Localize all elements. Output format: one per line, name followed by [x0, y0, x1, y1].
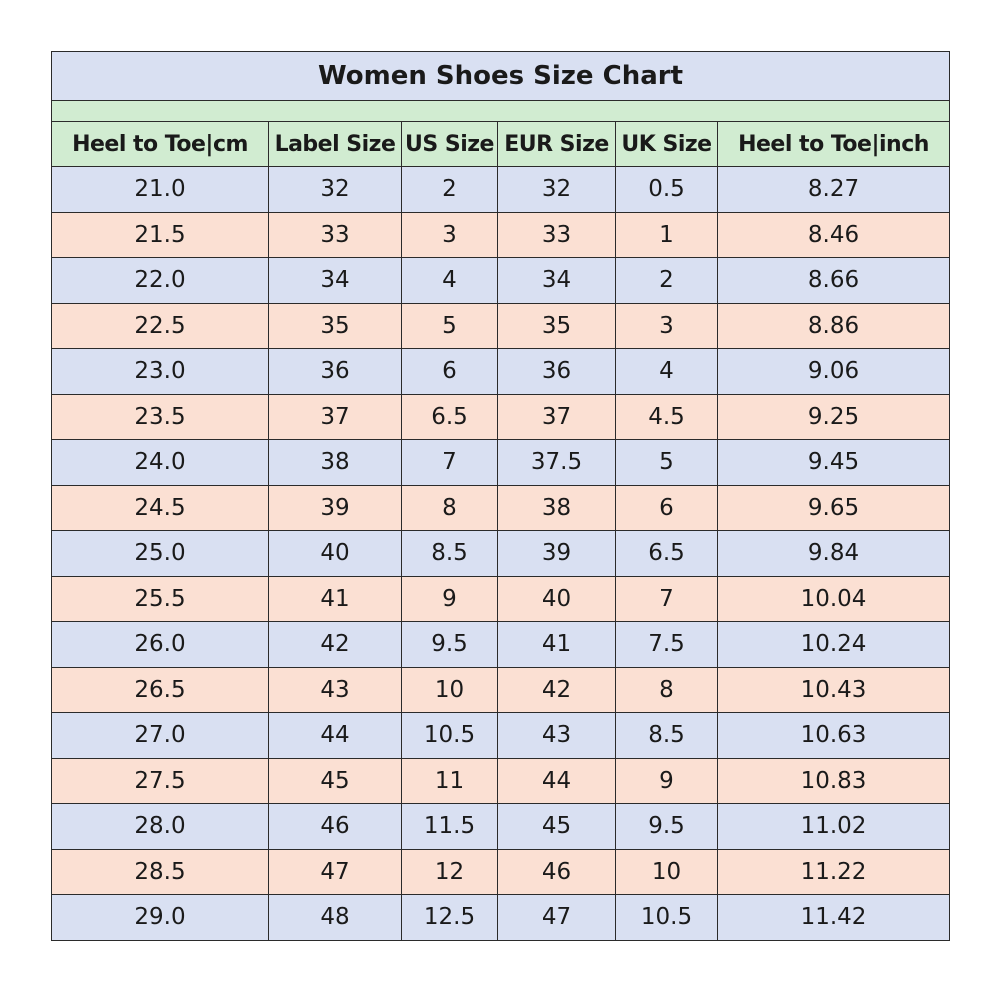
cell-us-size: 5 — [402, 303, 498, 349]
cell-uk-size: 10 — [616, 849, 718, 895]
cell-eur-size: 41 — [498, 622, 616, 668]
cell-us-size: 11 — [402, 758, 498, 804]
cell-label-size: 33 — [269, 212, 402, 258]
cell-uk-size: 3 — [616, 303, 718, 349]
spacer-cell — [52, 101, 950, 122]
cell-uk-size: 8.5 — [616, 713, 718, 759]
cell-us-size: 7 — [402, 440, 498, 486]
table-row — [52, 713, 950, 759]
cell-heel-to-toe-inch: 9.84 — [718, 531, 950, 577]
cell-heel-to-toe-inch: 8.86 — [718, 303, 950, 349]
cell-eur-size: 44 — [498, 758, 616, 804]
cell-us-size: 11.5 — [402, 804, 498, 850]
cell-uk-size: 0.5 — [616, 167, 718, 213]
cell-us-size: 10.5 — [402, 713, 498, 759]
size-chart-table — [51, 51, 950, 941]
table-title: Women Shoes Size Chart — [52, 52, 950, 101]
cell-label-size: 34 — [269, 258, 402, 304]
cell-uk-size: 7 — [616, 576, 718, 622]
cell-heel-to-toe-inch: 8.27 — [718, 167, 950, 213]
cell-us-size: 6 — [402, 349, 498, 395]
cell-label-size: 43 — [269, 667, 402, 713]
cell-heel-to-toe-cm: 23.0 — [52, 349, 269, 395]
column-header-eur-size: EUR Size — [498, 122, 616, 167]
cell-label-size: 44 — [269, 713, 402, 759]
cell-label-size: 47 — [269, 849, 402, 895]
cell-heel-to-toe-cm: 26.5 — [52, 667, 269, 713]
table-row — [52, 394, 950, 440]
cell-eur-size: 38 — [498, 485, 616, 531]
table-row — [52, 531, 950, 577]
cell-us-size: 8 — [402, 485, 498, 531]
cell-us-size: 2 — [402, 167, 498, 213]
cell-heel-to-toe-cm: 29.0 — [52, 895, 269, 941]
spacer-row — [52, 101, 950, 122]
cell-label-size: 45 — [269, 758, 402, 804]
table-row — [52, 258, 950, 304]
column-header-uk-size: UK Size — [616, 122, 718, 167]
cell-heel-to-toe-cm: 27.0 — [52, 713, 269, 759]
cell-heel-to-toe-inch: 10.63 — [718, 713, 950, 759]
cell-eur-size: 43 — [498, 713, 616, 759]
table-row — [52, 349, 950, 395]
cell-heel-to-toe-cm: 22.5 — [52, 303, 269, 349]
table-row — [52, 576, 950, 622]
cell-heel-to-toe-cm: 24.0 — [52, 440, 269, 486]
cell-us-size: 10 — [402, 667, 498, 713]
cell-uk-size: 1 — [616, 212, 718, 258]
table-row — [52, 485, 950, 531]
cell-us-size: 8.5 — [402, 531, 498, 577]
cell-heel-to-toe-cm: 25.5 — [52, 576, 269, 622]
table-row — [52, 667, 950, 713]
cell-eur-size: 35 — [498, 303, 616, 349]
table-row — [52, 758, 950, 804]
cell-uk-size: 10.5 — [616, 895, 718, 941]
size-rows — [52, 167, 950, 941]
cell-heel-to-toe-cm: 28.0 — [52, 804, 269, 850]
cell-label-size: 40 — [269, 531, 402, 577]
cell-heel-to-toe-inch: 11.02 — [718, 804, 950, 850]
cell-uk-size: 4 — [616, 349, 718, 395]
cell-eur-size: 32 — [498, 167, 616, 213]
cell-heel-to-toe-cm: 24.5 — [52, 485, 269, 531]
cell-heel-to-toe-cm: 28.5 — [52, 849, 269, 895]
column-header-us-size: US Size — [402, 122, 498, 167]
table-row — [52, 622, 950, 668]
cell-eur-size: 37 — [498, 394, 616, 440]
cell-label-size: 41 — [269, 576, 402, 622]
cell-heel-to-toe-inch: 11.42 — [718, 895, 950, 941]
table-row — [52, 804, 950, 850]
cell-heel-to-toe-cm: 21.0 — [52, 167, 269, 213]
cell-heel-to-toe-inch: 9.45 — [718, 440, 950, 486]
cell-label-size: 37 — [269, 394, 402, 440]
cell-eur-size: 47 — [498, 895, 616, 941]
cell-eur-size: 33 — [498, 212, 616, 258]
cell-heel-to-toe-inch: 11.22 — [718, 849, 950, 895]
column-header-label-size: Label Size — [269, 122, 402, 167]
cell-uk-size: 9.5 — [616, 804, 718, 850]
cell-heel-to-toe-inch: 9.06 — [718, 349, 950, 395]
column-header-heel-to-toe-cm: Heel to Toe|cm — [52, 122, 269, 167]
table-row — [52, 895, 950, 941]
cell-heel-to-toe-inch: 10.83 — [718, 758, 950, 804]
cell-eur-size: 46 — [498, 849, 616, 895]
cell-heel-to-toe-cm: 21.5 — [52, 212, 269, 258]
cell-eur-size: 36 — [498, 349, 616, 395]
cell-label-size: 36 — [269, 349, 402, 395]
cell-eur-size: 45 — [498, 804, 616, 850]
cell-us-size: 6.5 — [402, 394, 498, 440]
cell-uk-size: 2 — [616, 258, 718, 304]
table-row — [52, 212, 950, 258]
cell-label-size: 39 — [269, 485, 402, 531]
cell-heel-to-toe-cm: 25.0 — [52, 531, 269, 577]
cell-label-size: 32 — [269, 167, 402, 213]
table-row — [52, 167, 950, 213]
cell-heel-to-toe-inch: 9.65 — [718, 485, 950, 531]
cell-uk-size: 9 — [616, 758, 718, 804]
cell-uk-size: 8 — [616, 667, 718, 713]
table-row — [52, 440, 950, 486]
cell-heel-to-toe-inch: 8.46 — [718, 212, 950, 258]
cell-eur-size: 42 — [498, 667, 616, 713]
cell-uk-size: 6 — [616, 485, 718, 531]
cell-us-size: 4 — [402, 258, 498, 304]
cell-label-size: 38 — [269, 440, 402, 486]
cell-heel-to-toe-inch: 10.04 — [718, 576, 950, 622]
cell-eur-size: 34 — [498, 258, 616, 304]
cell-heel-to-toe-inch: 8.66 — [718, 258, 950, 304]
cell-us-size: 9 — [402, 576, 498, 622]
cell-label-size: 35 — [269, 303, 402, 349]
cell-uk-size: 4.5 — [616, 394, 718, 440]
cell-heel-to-toe-inch: 10.24 — [718, 622, 950, 668]
cell-heel-to-toe-cm: 26.0 — [52, 622, 269, 668]
cell-uk-size: 7.5 — [616, 622, 718, 668]
cell-eur-size: 40 — [498, 576, 616, 622]
cell-label-size: 46 — [269, 804, 402, 850]
cell-heel-to-toe-cm: 22.0 — [52, 258, 269, 304]
cell-us-size: 3 — [402, 212, 498, 258]
cell-label-size: 48 — [269, 895, 402, 941]
title-row — [52, 52, 950, 101]
cell-uk-size: 6.5 — [616, 531, 718, 577]
cell-heel-to-toe-cm: 23.5 — [52, 394, 269, 440]
table-row — [52, 849, 950, 895]
cell-us-size: 12 — [402, 849, 498, 895]
cell-heel-to-toe-inch: 9.25 — [718, 394, 950, 440]
cell-eur-size: 39 — [498, 531, 616, 577]
cell-eur-size: 37.5 — [498, 440, 616, 486]
column-header-heel-to-toe-inch: Heel to Toe|inch — [718, 122, 950, 167]
cell-us-size: 12.5 — [402, 895, 498, 941]
header-row — [52, 122, 950, 167]
cell-heel-to-toe-cm: 27.5 — [52, 758, 269, 804]
cell-uk-size: 5 — [616, 440, 718, 486]
table-row — [52, 303, 950, 349]
cell-us-size: 9.5 — [402, 622, 498, 668]
cell-heel-to-toe-inch: 10.43 — [718, 667, 950, 713]
cell-label-size: 42 — [269, 622, 402, 668]
